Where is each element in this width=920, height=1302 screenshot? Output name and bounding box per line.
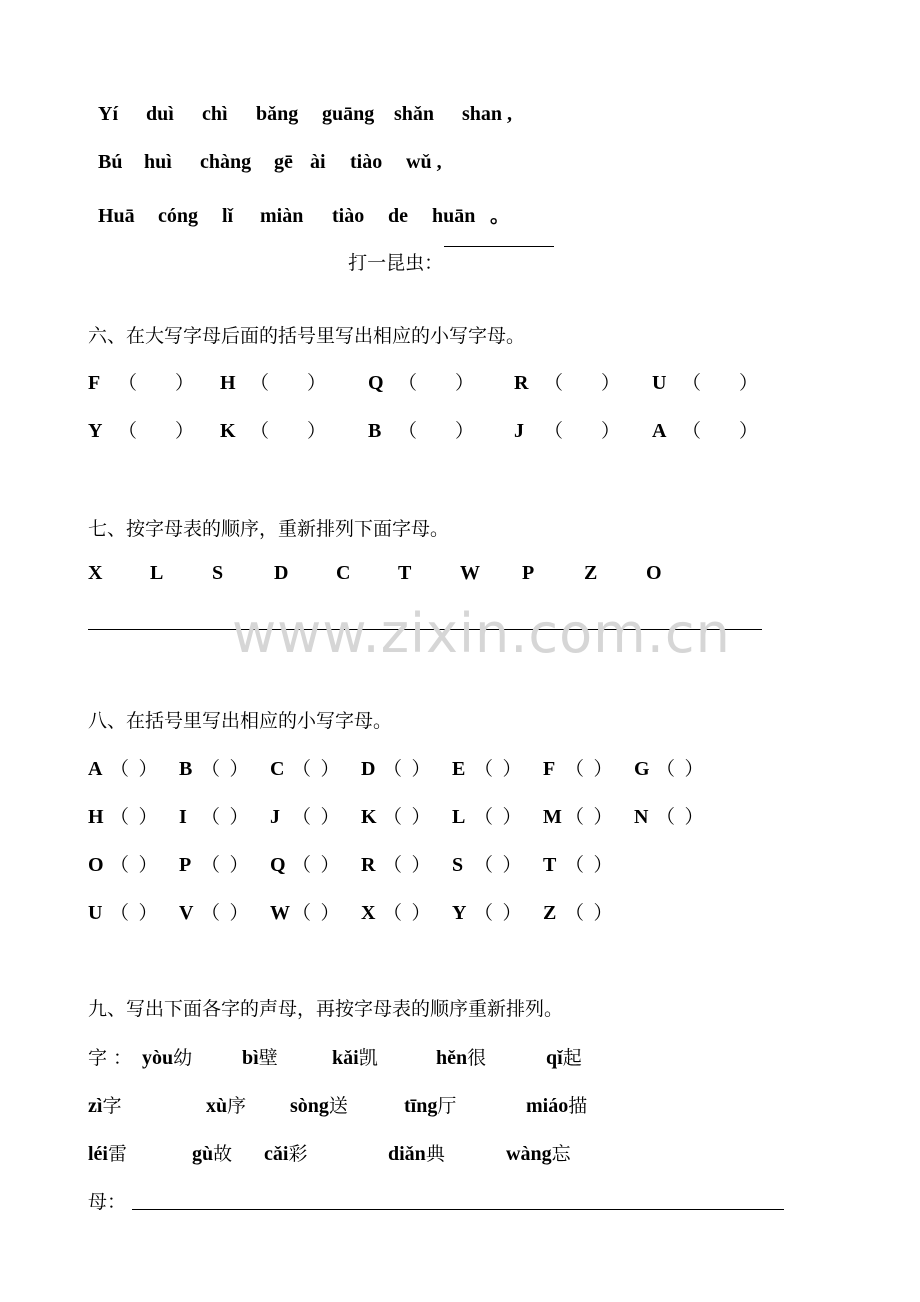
- answer-parens[interactable]: （ ）: [682, 420, 759, 442]
- letter: O: [646, 562, 662, 584]
- uppercase-letter: A: [652, 420, 667, 442]
- pinyin: Bú: [98, 151, 123, 173]
- pinyin: huì: [144, 151, 172, 173]
- answer-parens[interactable]: （ ）: [201, 902, 249, 924]
- riddle-prompt: [336, 226, 443, 275]
- uppercase-letter: H: [220, 372, 236, 394]
- hanzi: 故: [213, 1143, 233, 1165]
- pinyin: chàng: [200, 151, 252, 173]
- hanzi: 彩: [288, 1143, 308, 1165]
- pinyin: zì: [88, 1095, 103, 1117]
- pinyin: guāng: [322, 103, 375, 125]
- letter: T: [398, 562, 412, 584]
- char-pair: [546, 1043, 626, 1070]
- answer-parens[interactable]: （ ）: [398, 420, 475, 442]
- pinyin: kǎi: [332, 1047, 359, 1069]
- answer-parens[interactable]: （ ）: [474, 854, 522, 876]
- hanzi: 忘: [551, 1143, 571, 1165]
- pinyin: duì: [146, 103, 174, 125]
- section9-row: [88, 1043, 626, 1070]
- hanzi: 很: [467, 1047, 487, 1069]
- char-pair: [526, 1091, 606, 1118]
- uppercase-letter: W: [270, 902, 290, 924]
- letter-pair: [543, 898, 634, 925]
- pinyin: 。: [490, 205, 510, 227]
- uppercase-letter: A: [88, 758, 103, 780]
- uppercase-letter: Y: [452, 902, 467, 924]
- char-pair: [290, 1091, 404, 1118]
- letter-pair: [88, 416, 220, 443]
- uppercase-letter: G: [634, 758, 650, 780]
- hanzi: 描: [568, 1095, 588, 1117]
- answer-parens[interactable]: （ ）: [383, 902, 431, 924]
- pinyin: bì: [242, 1047, 259, 1069]
- answer-parens[interactable]: （ ）: [383, 854, 431, 876]
- char-pair: [388, 1139, 506, 1166]
- pinyin: shan ,: [462, 103, 513, 125]
- uppercase-letter: P: [179, 854, 192, 876]
- letter-pair: [514, 368, 652, 395]
- letter-pair: [270, 850, 361, 877]
- letter: X: [88, 562, 103, 584]
- char-pair: [404, 1091, 526, 1118]
- answer-parens[interactable]: （ ）: [250, 372, 327, 394]
- answer-parens[interactable]: （ ）: [565, 854, 613, 876]
- answer-parens[interactable]: （ ）: [474, 806, 522, 828]
- uppercase-letter: J: [514, 420, 524, 442]
- answer-parens[interactable]: （ ）: [118, 372, 195, 394]
- uppercase-letter: Q: [270, 854, 286, 876]
- letter: L: [150, 562, 164, 584]
- hanzi: 送: [328, 1095, 348, 1117]
- uppercase-letter: E: [452, 758, 466, 780]
- uppercase-letter: T: [543, 854, 557, 876]
- char-pair: [264, 1139, 388, 1166]
- letter-pair: [220, 368, 368, 395]
- uppercase-letter: D: [361, 758, 376, 780]
- letter-pair: [88, 898, 179, 925]
- uppercase-letter: B: [368, 420, 382, 442]
- char-pair: [192, 1139, 264, 1166]
- hanzi: 壁: [258, 1047, 278, 1069]
- letter-pair: [361, 802, 452, 829]
- uppercase-letter: Q: [368, 372, 384, 394]
- letter-pair: [543, 850, 634, 877]
- letter-pair: [88, 802, 179, 829]
- letter-pair: [634, 754, 725, 781]
- letter-pair: [270, 802, 361, 829]
- letter-pair: [634, 802, 725, 829]
- uppercase-letter: J: [270, 806, 280, 828]
- pinyin: tiào: [332, 205, 365, 227]
- section8-row: [88, 898, 634, 925]
- pinyin: wàng: [506, 1143, 552, 1165]
- uppercase-letter: K: [220, 420, 236, 442]
- letter-pair: [514, 416, 652, 443]
- answer-parens[interactable]: （ ）: [292, 758, 340, 780]
- letter: P: [522, 562, 535, 584]
- watermark: www.zixin.com.cn: [232, 602, 731, 665]
- section6-row-2: [88, 416, 782, 443]
- pinyin: cóng: [158, 205, 198, 227]
- pinyin: gù: [192, 1143, 214, 1165]
- uppercase-letter: N: [634, 806, 649, 828]
- uppercase-letter: Z: [543, 902, 557, 924]
- uppercase-letter: F: [543, 758, 556, 780]
- letter-pair: [452, 850, 543, 877]
- pinyin: miàn: [260, 205, 304, 227]
- pinyin: hěn: [436, 1047, 468, 1069]
- uppercase-letter: H: [88, 806, 104, 828]
- letter-pair: [361, 850, 452, 877]
- hanzi: 厅: [437, 1095, 457, 1117]
- answer-parens[interactable]: （ ）: [110, 806, 158, 828]
- letter-pair: [543, 754, 634, 781]
- pinyin: léi: [88, 1143, 108, 1165]
- answer-parens[interactable]: （ ）: [292, 854, 340, 876]
- pinyin: Huā: [98, 205, 135, 227]
- pinyin: gē: [274, 151, 293, 173]
- uppercase-letter: K: [361, 806, 377, 828]
- answer-parens[interactable]: （ ）: [565, 902, 613, 924]
- section6-row-1: [88, 368, 782, 395]
- section7-title: 七、按字母表的顺序，重新排列下面字母。: [88, 518, 450, 540]
- answer-parens[interactable]: （ ）: [250, 420, 327, 442]
- section9-row: [88, 1139, 586, 1166]
- answer-parens[interactable]: （ ）: [544, 420, 621, 442]
- section9-row: [88, 1091, 606, 1118]
- answer-parens[interactable]: （ ）: [656, 758, 704, 780]
- char-pair: [142, 1043, 242, 1070]
- answer-parens[interactable]: （ ）: [474, 758, 522, 780]
- pinyin: yòu: [142, 1047, 174, 1069]
- uppercase-letter: R: [514, 372, 529, 394]
- pinyin: tiào: [350, 151, 383, 173]
- answer-parens[interactable]: （ ）: [110, 902, 158, 924]
- hanzi: 幼: [173, 1047, 193, 1069]
- char-pair: [88, 1139, 192, 1166]
- pinyin: diǎn: [388, 1143, 426, 1165]
- riddle-line-1: [88, 80, 512, 126]
- hanzi: 典: [425, 1143, 445, 1165]
- section9-mu-label: 母：: [88, 1191, 127, 1213]
- char-pair: [88, 1091, 206, 1118]
- answer-parens[interactable]: （ ）: [682, 372, 759, 394]
- letter-pair: [361, 898, 452, 925]
- answer-parens[interactable]: （ ）: [201, 758, 249, 780]
- answer-parens[interactable]: （ ）: [398, 372, 475, 394]
- pinyin: sòng: [290, 1095, 329, 1117]
- letter-pair: [652, 416, 782, 443]
- section8-row: [88, 850, 634, 877]
- riddle-answer-line[interactable]: [444, 246, 554, 247]
- char-pair: [242, 1043, 332, 1070]
- section9-zi-label: 字 ：: [88, 1047, 133, 1069]
- char-pair: [506, 1139, 586, 1166]
- uppercase-letter: U: [652, 372, 667, 394]
- uppercase-letter: R: [361, 854, 376, 876]
- uppercase-letter: X: [361, 902, 376, 924]
- letter-pair: [452, 898, 543, 925]
- letter-pair: [652, 368, 782, 395]
- letter-pair: [452, 754, 543, 781]
- char-pair: [436, 1043, 546, 1070]
- letter-pair: [220, 416, 368, 443]
- answer-parens[interactable]: （ ）: [656, 806, 704, 828]
- section7-letters: [88, 562, 708, 585]
- section6-title: 六、在大写字母后面的括号里写出相应的小写字母。: [88, 325, 526, 347]
- pinyin: ài: [310, 151, 326, 173]
- pinyin: lǐ: [222, 205, 234, 227]
- riddle-line-3: [88, 176, 510, 228]
- letter: C: [336, 562, 351, 584]
- answer-parens[interactable]: （ ）: [544, 372, 621, 394]
- uppercase-letter: B: [179, 758, 193, 780]
- answer-parens[interactable]: （ ）: [292, 902, 340, 924]
- uppercase-letter: Y: [88, 420, 103, 442]
- letter: Z: [584, 562, 598, 584]
- letter-pair: [88, 368, 220, 395]
- section9-title: 九、写出下面各字的声母，再按字母表的顺序重新排列。: [88, 998, 564, 1020]
- answer-parens[interactable]: （ ）: [383, 806, 431, 828]
- answer-parens[interactable]: （ ）: [565, 806, 613, 828]
- uppercase-letter: I: [179, 806, 187, 828]
- answer-parens[interactable]: （ ）: [292, 806, 340, 828]
- letter-pair: [368, 368, 514, 395]
- letter: S: [212, 562, 224, 584]
- riddle-line-2: [88, 128, 442, 174]
- uppercase-letter: M: [543, 806, 562, 828]
- section8-row: [88, 802, 725, 829]
- answer-parens[interactable]: （ ）: [474, 902, 522, 924]
- letter: W: [460, 562, 480, 584]
- letter-pair: [179, 802, 270, 829]
- section8-title: 八、在括号里写出相应的小写字母。: [88, 710, 393, 732]
- uppercase-letter: O: [88, 854, 104, 876]
- answer-parens[interactable]: （ ）: [201, 854, 249, 876]
- letter-pair: [179, 898, 270, 925]
- hanzi: 起: [562, 1047, 582, 1069]
- pinyin: huān: [432, 205, 476, 227]
- uppercase-letter: F: [88, 372, 101, 394]
- letter-pair: [452, 802, 543, 829]
- pinyin: cǎi: [264, 1143, 289, 1165]
- answer-parens[interactable]: （ ）: [565, 758, 613, 780]
- hanzi: 字: [102, 1095, 122, 1117]
- pinyin: chì: [202, 103, 228, 125]
- letter-pair: [270, 754, 361, 781]
- pinyin: tīng: [404, 1095, 438, 1117]
- riddle-prompt-text: 打一昆虫：: [348, 252, 444, 274]
- letter-pair: [179, 850, 270, 877]
- answer-parens[interactable]: （ ）: [383, 758, 431, 780]
- pinyin: Yí: [98, 103, 118, 125]
- letter-pair: [88, 850, 179, 877]
- letter-pair: [543, 802, 634, 829]
- letter-pair: [270, 898, 361, 925]
- answer-parens[interactable]: （ ）: [118, 420, 195, 442]
- pinyin: de: [388, 205, 408, 227]
- uppercase-letter: L: [452, 806, 466, 828]
- pinyin: wǔ ,: [406, 151, 442, 173]
- uppercase-letter: C: [270, 758, 285, 780]
- hanzi: 序: [227, 1095, 247, 1117]
- section9-answer-line[interactable]: [132, 1209, 784, 1210]
- pinyin: qǐ: [546, 1047, 563, 1069]
- letter-pair: [88, 754, 179, 781]
- answer-parens[interactable]: （ ）: [110, 854, 158, 876]
- letter-pair: [361, 754, 452, 781]
- letter-pair: [179, 754, 270, 781]
- char-pair: [206, 1091, 290, 1118]
- char-pair: [332, 1043, 436, 1070]
- hanzi: 雷: [108, 1143, 128, 1165]
- section8-row: [88, 754, 725, 781]
- pinyin: bǎng: [256, 103, 299, 125]
- uppercase-letter: V: [179, 902, 194, 924]
- answer-parens[interactable]: （ ）: [110, 758, 158, 780]
- pinyin: xù: [206, 1095, 228, 1117]
- letter-pair: [368, 416, 514, 443]
- letter: D: [274, 562, 289, 584]
- pinyin: shǎn: [394, 103, 435, 125]
- hanzi: 凯: [358, 1047, 378, 1069]
- pinyin: miáo: [526, 1095, 569, 1117]
- uppercase-letter: U: [88, 902, 103, 924]
- uppercase-letter: S: [452, 854, 464, 876]
- answer-parens[interactable]: （ ）: [201, 806, 249, 828]
